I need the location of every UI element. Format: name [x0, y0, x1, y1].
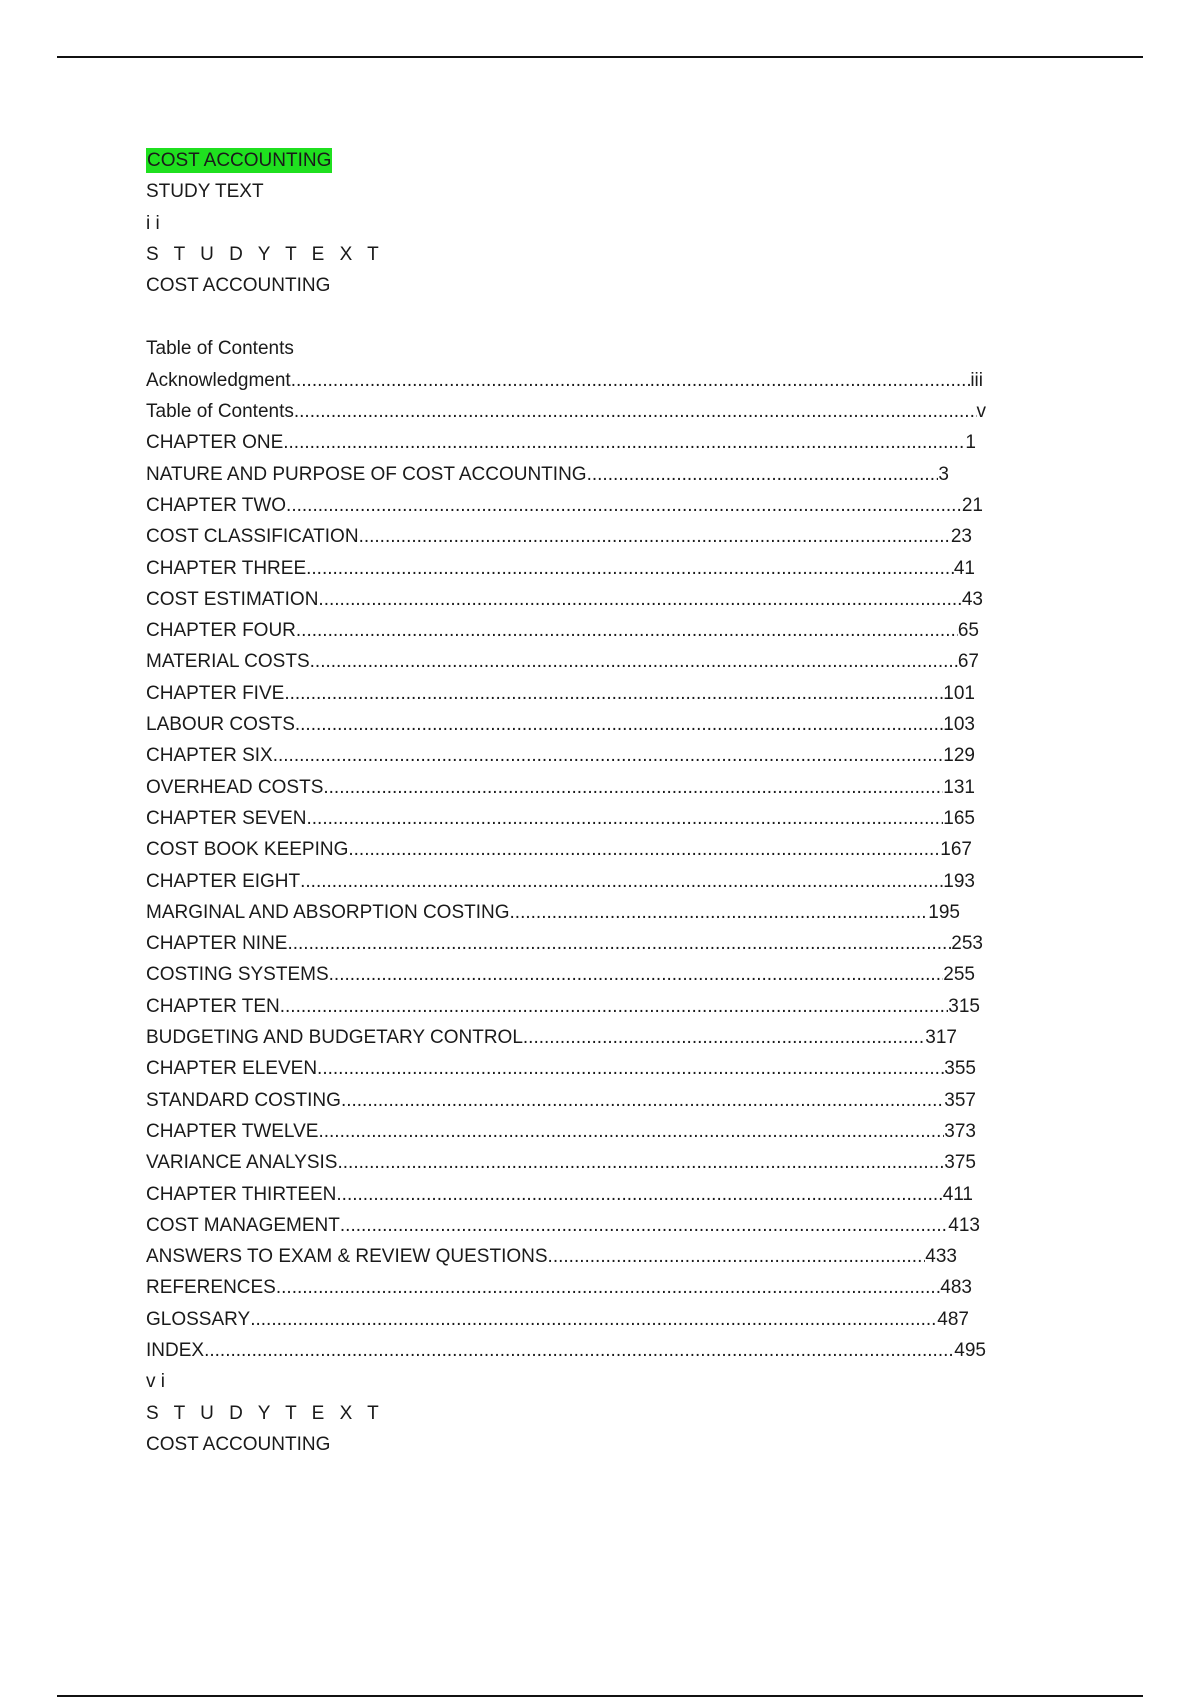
toc-entry-page: 65	[957, 620, 979, 642]
toc-dot-leader	[276, 1272, 940, 1303]
toc-entry-page: 255	[943, 964, 975, 986]
toc-dot-leader	[294, 396, 977, 427]
footer-page-numeral: v i	[146, 1371, 165, 1393]
toc-entry[interactable]	[146, 959, 975, 990]
toc-entry-page: v	[976, 401, 986, 423]
toc-dot-leader	[273, 740, 944, 771]
toc-entry[interactable]	[146, 1053, 976, 1084]
toc-dot-leader	[296, 615, 958, 646]
toc-entry[interactable]	[146, 646, 979, 677]
toc-entry-page: 41	[953, 557, 975, 579]
toc-entry-title: INDEX	[146, 1339, 205, 1361]
toc-entry[interactable]	[146, 740, 975, 771]
toc-entry-page: 193	[943, 870, 975, 892]
toc-entry-title: Acknowledgment	[146, 369, 291, 391]
toc-entry[interactable]	[146, 521, 972, 552]
toc-entry-title: CHAPTER FIVE	[146, 682, 285, 704]
toc-dot-leader	[336, 1179, 942, 1210]
toc-entry[interactable]	[146, 1022, 957, 1053]
toc-entry-page: 375	[944, 1152, 976, 1174]
toc-entry-title: CHAPTER THIRTEEN	[146, 1183, 337, 1205]
toc-entry-title: CHAPTER TWELVE	[146, 1120, 319, 1142]
toc-entry-title: CHAPTER TEN	[146, 995, 280, 1017]
page-numeral-line: i i	[146, 212, 160, 234]
toc-entry-page: 373	[944, 1120, 976, 1142]
toc-dot-leader	[291, 365, 971, 396]
toc-dot-leader	[548, 1241, 926, 1272]
toc-dot-leader	[306, 553, 954, 584]
toc-dot-leader	[337, 1147, 944, 1178]
toc-dot-leader	[510, 897, 929, 928]
toc-entry-title: REFERENCES	[146, 1277, 276, 1299]
toc-entry-title: CHAPTER TWO	[146, 494, 287, 516]
toc-entry[interactable]	[146, 615, 979, 646]
toc-entry-title: VARIANCE ANALYSIS	[146, 1152, 338, 1174]
toc-entry-title: CHAPTER EIGHT	[146, 870, 301, 892]
toc-entry-title: LABOUR COSTS	[146, 714, 295, 736]
toc-entry-title: COST CLASSIFICATION	[146, 526, 359, 548]
toc-dot-leader	[359, 521, 951, 552]
toc-entry[interactable]	[146, 1085, 976, 1116]
toc-dot-leader	[250, 1304, 937, 1335]
toc-dot-leader	[280, 991, 949, 1022]
toc-entry-page: 433	[925, 1246, 957, 1268]
toc-dot-leader	[300, 866, 943, 897]
toc-entry-title: CHAPTER THREE	[146, 557, 307, 579]
toc-list	[146, 365, 1006, 1367]
toc-entry-page: 483	[940, 1277, 972, 1299]
toc-dot-leader	[323, 772, 943, 803]
toc-entry-title: Table of Contents	[146, 401, 294, 423]
toc-entry-title: COST MANAGEMENT	[146, 1214, 340, 1236]
toc-entry-page: 495	[954, 1339, 986, 1361]
toc-entry-page: 43	[961, 588, 983, 610]
study-text-line: STUDY TEXT	[146, 181, 264, 203]
toc-entry[interactable]	[146, 1335, 986, 1366]
toc-entry[interactable]	[146, 709, 975, 740]
toc-dot-leader	[340, 1210, 948, 1241]
toc-entry-page: 167	[940, 839, 972, 861]
subject-line: COST ACCOUNTING	[146, 275, 331, 297]
toc-entry-page: 21	[961, 494, 983, 516]
toc-entry-title: BUDGETING AND BUDGETARY CONTROL	[146, 1027, 523, 1049]
toc-entry-page: 3	[938, 463, 949, 485]
toc-dot-leader	[295, 709, 943, 740]
toc-entry-title: NATURE AND PURPOSE OF COST ACCOUNTING	[146, 463, 587, 485]
toc-entry[interactable]	[146, 1147, 976, 1178]
toc-dot-leader	[318, 584, 961, 615]
toc-entry[interactable]	[146, 365, 983, 396]
toc-entry[interactable]	[146, 803, 975, 834]
toc-entry[interactable]	[146, 396, 986, 427]
spaced-study-text-line: S T U D Y T E X T	[146, 243, 384, 265]
toc-entry[interactable]	[146, 459, 949, 490]
toc-entry[interactable]	[146, 1210, 980, 1241]
toc-entry[interactable]	[146, 834, 972, 865]
toc-entry-page: 165	[943, 807, 975, 829]
toc-entry-page: 129	[943, 745, 975, 767]
toc-dot-leader	[283, 427, 965, 458]
footer-spaced-study-text: S T U D Y T E X T	[146, 1402, 384, 1424]
toc-entry[interactable]	[146, 490, 983, 521]
toc-entry-page: 103	[943, 714, 975, 736]
toc-entry-page: 23	[950, 526, 972, 548]
toc-entry-title: MARGINAL AND ABSORPTION COSTING	[146, 901, 510, 923]
toc-entry-page: 131	[943, 776, 975, 798]
toc-entry[interactable]	[146, 553, 975, 584]
toc-entry-page: 487	[937, 1308, 969, 1330]
toc-entry-page: 315	[948, 995, 980, 1017]
toc-heading: Table of Contents	[146, 338, 294, 360]
toc-dot-leader	[317, 1053, 944, 1084]
toc-entry[interactable]	[146, 991, 980, 1022]
toc-entry[interactable]	[146, 772, 975, 803]
toc-entry-title: STANDARD COSTING	[146, 1089, 341, 1111]
toc-entry[interactable]	[146, 1116, 976, 1147]
toc-dot-leader	[348, 834, 940, 865]
toc-dot-leader	[310, 646, 958, 677]
top-rule	[57, 56, 1143, 58]
toc-entry-page: 195	[928, 901, 960, 923]
bottom-rule	[57, 1695, 1143, 1697]
spacer	[146, 301, 1006, 333]
toc-entry[interactable]	[146, 1179, 973, 1210]
toc-entry-page: 355	[944, 1058, 976, 1080]
toc-entry[interactable]	[146, 866, 975, 897]
highlighted-title: COST ACCOUNTING	[147, 150, 332, 171]
title-line	[146, 145, 1006, 176]
toc-entry[interactable]	[146, 928, 983, 959]
toc-entry-title: MATERIAL COSTS	[146, 651, 310, 673]
toc-dot-leader	[587, 459, 939, 490]
toc-entry-title: COST ESTIMATION	[146, 588, 319, 610]
toc-entry-title: ANSWERS TO EXAM & REVIEW QUESTIONS	[146, 1246, 548, 1268]
toc-entry-title: CHAPTER NINE	[146, 933, 288, 955]
toc-dot-leader	[287, 928, 951, 959]
toc-entry-page: 67	[957, 651, 979, 673]
toc-entry-title: COST BOOK KEEPING	[146, 839, 349, 861]
toc-dot-leader	[204, 1335, 954, 1366]
toc-dot-leader	[306, 803, 943, 834]
toc-entry-title: CHAPTER ELEVEN	[146, 1058, 318, 1080]
toc-dot-leader	[318, 1116, 944, 1147]
toc-entry[interactable]	[146, 897, 960, 928]
toc-dot-leader	[341, 1085, 944, 1116]
toc-entry-page: 253	[951, 933, 983, 955]
toc-entry-title: CHAPTER FOUR	[146, 620, 296, 642]
toc-entry[interactable]	[146, 1304, 969, 1335]
toc-entry-page: 413	[948, 1214, 980, 1236]
toc-entry-title: CHAPTER SEVEN	[146, 807, 307, 829]
toc-entry-page: 411	[942, 1183, 973, 1205]
toc-entry-page: iii	[970, 369, 983, 391]
toc-entry[interactable]	[146, 427, 976, 458]
toc-entry[interactable]	[146, 678, 975, 709]
toc-entry-title: GLOSSARY	[146, 1308, 251, 1330]
toc-dot-leader	[523, 1022, 925, 1053]
toc-entry-title: COSTING SYSTEMS	[146, 964, 329, 986]
toc-entry-page: 317	[925, 1027, 957, 1049]
toc-entry-title: CHAPTER ONE	[146, 432, 284, 454]
toc-dot-leader	[329, 959, 944, 990]
toc-entry[interactable]	[146, 584, 983, 615]
toc-dot-leader	[286, 490, 962, 521]
toc-entry-title: CHAPTER SIX	[146, 745, 273, 767]
toc-entry-title: OVERHEAD COSTS	[146, 776, 324, 798]
footer-subject: COST ACCOUNTING	[146, 1433, 331, 1455]
toc-entry[interactable]	[146, 1272, 972, 1303]
toc-dot-leader	[284, 678, 943, 709]
toc-entry-page: 101	[943, 682, 975, 704]
toc-entry-page: 1	[965, 432, 976, 454]
toc-entry-page: 357	[944, 1089, 976, 1111]
toc-entry[interactable]	[146, 1241, 957, 1272]
document-body	[146, 145, 1006, 1460]
